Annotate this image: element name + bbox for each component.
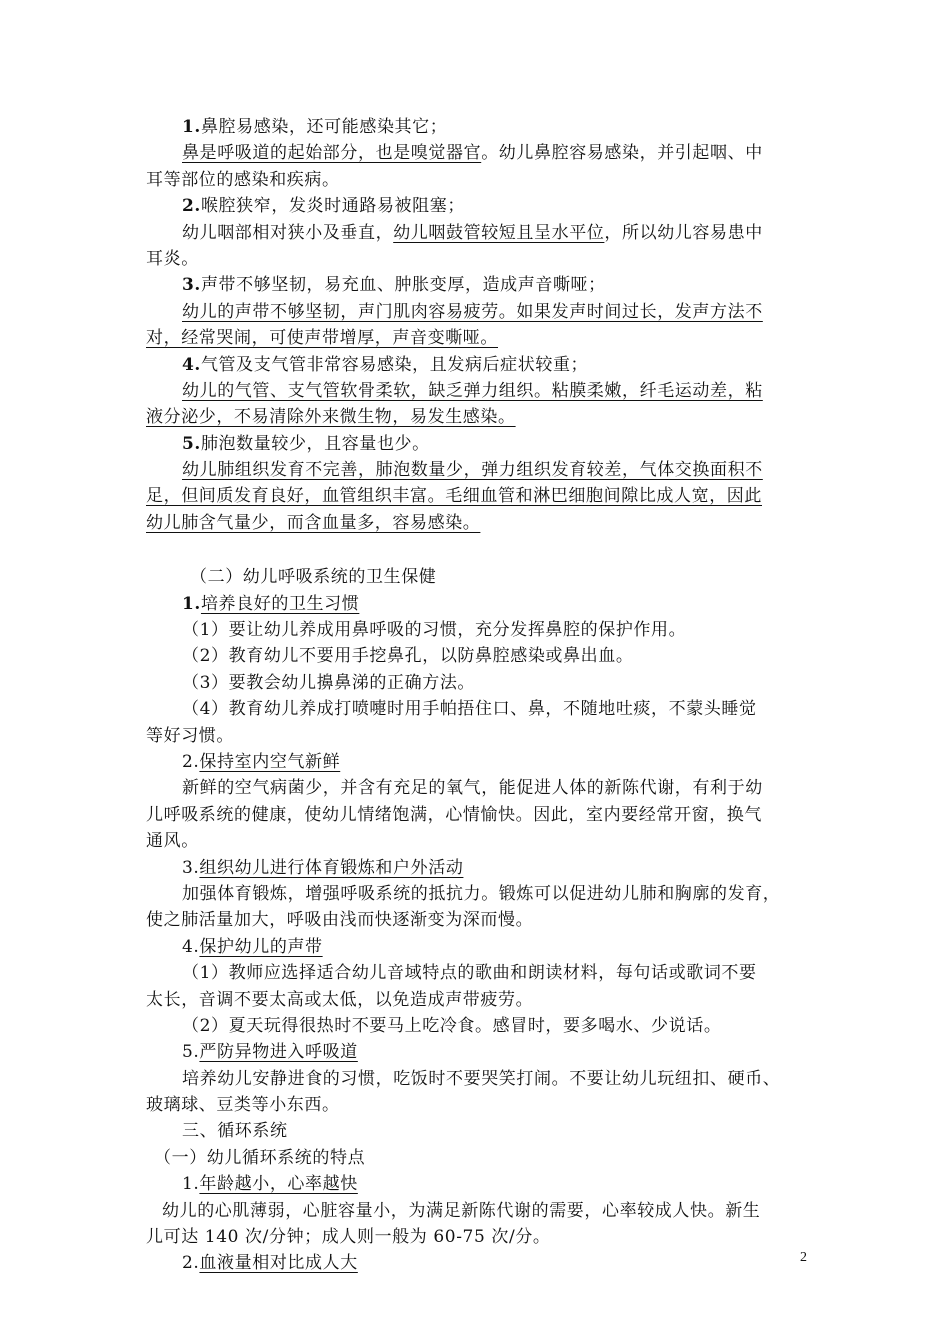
paragraph-line (146, 510, 810, 536)
paragraph-line: 儿呼吸系统的健康，使幼儿情绪饱满，心情愉快。因此，室内要经常开窗，换气 (146, 804, 762, 825)
underlined-text: 幼儿咽鼓管较短且呈水平位 (393, 222, 605, 243)
chapter-heading: 三、循环系统 (182, 1121, 288, 1142)
heading-fresh-air (146, 749, 810, 775)
paragraph-line (146, 299, 810, 325)
list-item: （3）要教会幼儿擤鼻涕的正确方法。 (182, 672, 476, 693)
spacer (146, 536, 810, 564)
item-number: 2. (182, 1253, 200, 1274)
underlined-text: 幼儿肺含气量少，而含血量多，容易感染。 (146, 512, 481, 533)
item-title: 保持室内空气新鲜 (199, 751, 341, 772)
paragraph-line (146, 457, 810, 483)
heading-larynx (146, 193, 810, 219)
item-number: 4. (182, 354, 201, 375)
paragraph-line (146, 140, 810, 166)
text: 幼儿咽部相对狭小及垂直， (182, 222, 394, 243)
item-title: 喉腔狭窄，发炎时通路易被阻塞； (200, 196, 465, 217)
item-title: 肺泡数量较少，且容量也少。 (200, 433, 430, 454)
paragraph-line: 幼儿的心肌薄弱，心脏容量小，为满足新陈代谢的需要，心率较成人快。新生 (162, 1200, 761, 1221)
item-title: 保护幼儿的声带 (199, 936, 323, 957)
list-item: （1）要让幼儿养成用鼻呼吸的习惯，充分发挥鼻腔的保护作用。 (182, 620, 687, 641)
item-number: 3. (182, 275, 201, 296)
paragraph-line (146, 404, 810, 430)
paragraph-line: 玻璃球、豆类等小东西。 (146, 1095, 340, 1116)
underlined-text: 幼儿的气管、支气管软骨柔软，缺乏弹力组织。粘膜柔嫩，纤毛运动差，粘 (182, 380, 763, 401)
paragraph-line: 培养幼儿安静进食的习惯，吃饭时不要哭笑打闹。不要让幼儿玩纽扣、硬币、 (182, 1068, 781, 1089)
paragraph-line (146, 325, 810, 351)
item-number: 1. (182, 1174, 200, 1195)
list-item-continuation: 等好习惯。 (146, 725, 234, 746)
list-item: （2）教育幼儿不要用手挖鼻孔，以防鼻腔感染或鼻出血。 (182, 646, 634, 667)
item-title: 声带不够坚韧，易充血、肿胀变厚，造成声音嘶哑； (200, 275, 606, 296)
heading-nasal (146, 114, 810, 140)
paragraph-line: 新鲜的空气病菌少，并含有充足的氧气，能促进人体的新陈代谢，有利于幼 (182, 778, 763, 799)
heading-trachea (146, 352, 810, 378)
item-number: 5. (182, 1042, 200, 1063)
item-number: 1. (182, 117, 201, 137)
paragraph-line: 加强体育锻炼，增强呼吸系统的抵抗力。锻炼可以促进幼儿肺和胸廓的发育， (182, 883, 781, 904)
paragraph-line (146, 220, 810, 246)
page-number: 2 (800, 1250, 807, 1265)
item-title: 培养良好的卫生习惯 (200, 593, 360, 614)
underlined-text: 对，经常哭闹，可使声带增厚，声音变嘶哑。 (146, 328, 498, 349)
list-item: （4）教育幼儿养成打喷嚏时用手帕捂住口、鼻，不随地吐痰，不蒙头睡觉 (182, 699, 757, 720)
section-heading: （一）幼儿循环系统的特点 (154, 1147, 366, 1168)
item-title: 血液量相对比成人大 (199, 1253, 358, 1274)
underlined-text: 鼻是呼吸道的起始部分，也是嗅觉器官 (182, 143, 482, 164)
item-number: 1. (182, 593, 201, 614)
paragraph-line: 儿可达 140 次/分钟；成人则一般为 60-75 次/分。 (146, 1227, 551, 1248)
text: 。幼儿鼻腔容易感染，并引起咽、中 (481, 143, 763, 164)
item-number: 2. (182, 196, 201, 217)
item-title: 鼻腔易感染，还可能感染其它； (200, 117, 448, 137)
item-title: 年龄越小，心率越快 (199, 1174, 358, 1195)
item-number: 3. (182, 857, 200, 878)
paragraph-line: 使之肺活量加大，呼吸由浅而快逐渐变为深而慢。 (146, 910, 534, 931)
paragraph-line: 耳等部位的感染和疾病。 (146, 169, 340, 190)
list-item: （1）教师应选择适合幼儿音域特点的歌曲和朗读材料，每句话或歌词不要 (182, 963, 757, 984)
heading-heart-rate (146, 1171, 810, 1197)
heading-vocal-cords (146, 272, 810, 298)
paragraph-line (146, 378, 810, 404)
item-number: 2. (182, 751, 200, 772)
underlined-text: 足，但间质发育良好，血管组织丰富。毛细血管和淋巴细胞间隙比成人宽，因此 (146, 486, 762, 507)
list-item-continuation: 太长，音调不要太高或太低，以免造成声带疲劳。 (146, 989, 534, 1010)
underlined-text: 幼儿的声带不够坚韧，声门肌肉容易疲劳。如果发声时间过长，发声方法不 (182, 301, 763, 322)
paragraph-line (146, 483, 810, 509)
heading-exercise (146, 855, 810, 881)
item-title: 气管及支气管非常容易感染，且发病后症状较重； (200, 354, 589, 375)
heading-blood-volume (146, 1250, 810, 1276)
item-number: 5. (182, 433, 201, 454)
paragraph-line: 耳炎。 (146, 248, 199, 269)
item-title: 严防异物进入呼吸道 (199, 1042, 358, 1063)
section-heading: （二）幼儿呼吸系统的卫生保健 (190, 567, 437, 588)
item-number: 4. (182, 936, 200, 957)
text: ，所以幼儿容易患中 (604, 222, 763, 243)
underlined-text: 幼儿肺组织发育不完善，肺泡数量少，弹力组织发育较差，气体交换面积不 (182, 460, 763, 481)
document-body (146, 114, 810, 1277)
item-title: 组织幼儿进行体育锻炼和户外活动 (199, 857, 464, 878)
paragraph-line: 通风。 (146, 831, 199, 852)
list-item: （2）夏天玩得很热时不要马上吃冷食。感冒时，要多喝水、少说话。 (182, 1015, 722, 1036)
heading-foreign-objects (146, 1039, 810, 1065)
heading-alveoli (146, 431, 810, 457)
heading-hygiene-habits (146, 591, 810, 617)
heading-vocal-protection (146, 934, 810, 960)
underlined-text: 液分泌少，不易清除外来微生物，易发生感染。 (146, 407, 516, 428)
